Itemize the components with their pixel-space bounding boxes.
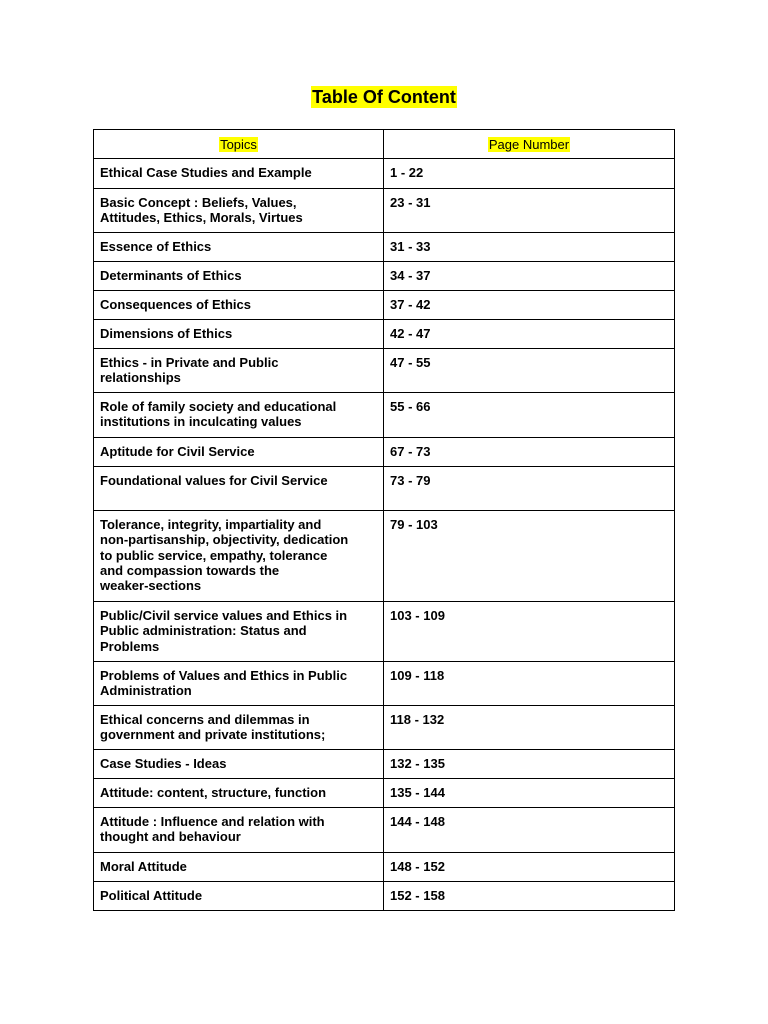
- toc-page-range: 148 - 152: [384, 853, 675, 882]
- toc-page-range: 132 - 135: [384, 750, 675, 779]
- toc-row: [94, 511, 675, 602]
- topics-header: Topics: [220, 136, 257, 152]
- toc-page-range: 42 - 47: [384, 320, 675, 349]
- toc-row: [94, 262, 675, 291]
- toc-row: [94, 393, 675, 438]
- toc-topic: Attitude : Influence and relation with thought and behaviour: [94, 808, 384, 853]
- toc-page-range: 31 - 33: [384, 233, 675, 262]
- toc-topic: Problems of Values and Ethics in Public Administration: [94, 662, 384, 706]
- toc-page-range: 1 - 22: [384, 159, 675, 189]
- topics-header-cell: [94, 130, 384, 159]
- toc-page-range: 79 - 103: [384, 511, 675, 602]
- toc-row: [94, 706, 675, 750]
- toc-row: [94, 349, 675, 393]
- toc-topic: Ethical Case Studies and Example: [94, 159, 384, 189]
- toc-page-range: 23 - 31: [384, 189, 675, 233]
- toc-row: [94, 853, 675, 882]
- page-title: Table Of Content: [312, 87, 456, 107]
- toc-page-range: 152 - 158: [384, 882, 675, 911]
- toc-page-range: 34 - 37: [384, 262, 675, 291]
- toc-topic: Tolerance, integrity, impartiality and non-partisanship, objectivity, dedication to public service, empathy, tolerance and compassion towards the weaker-sections: [94, 511, 384, 602]
- toc-body: [94, 159, 675, 911]
- toc-topic: Aptitude for Civil Service: [94, 438, 384, 467]
- table-of-contents: [93, 129, 675, 911]
- toc-row: [94, 438, 675, 467]
- toc-topic: Foundational values for Civil Service: [94, 467, 384, 511]
- toc-row: [94, 602, 675, 662]
- toc-page-range: 144 - 148: [384, 808, 675, 853]
- toc-header-row: [94, 130, 675, 159]
- toc-row: [94, 159, 675, 189]
- toc-page-range: 73 - 79: [384, 467, 675, 511]
- toc-row: [94, 750, 675, 779]
- toc-topic: Ethics - in Private and Public relationships: [94, 349, 384, 393]
- toc-topic: Attitude: content, structure, function: [94, 779, 384, 808]
- toc-page-range: 118 - 132: [384, 706, 675, 750]
- toc-page-range: 55 - 66: [384, 393, 675, 438]
- toc-topic: Political Attitude: [94, 882, 384, 911]
- toc-page-range: 37 - 42: [384, 291, 675, 320]
- toc-topic: Case Studies - Ideas: [94, 750, 384, 779]
- toc-topic: Moral Attitude: [94, 853, 384, 882]
- toc-topic: Public/Civil service values and Ethics in Public administration: Status and Problems: [94, 602, 384, 662]
- toc-row: [94, 320, 675, 349]
- page-number-header-cell: [384, 130, 675, 159]
- toc-row: [94, 233, 675, 262]
- toc-row: [94, 808, 675, 853]
- toc-row: [94, 189, 675, 233]
- toc-page-range: 67 - 73: [384, 438, 675, 467]
- toc-topic: Ethical concerns and dilemmas in government and private institutions;: [94, 706, 384, 750]
- toc-topic: Consequences of Ethics: [94, 291, 384, 320]
- toc-row: [94, 882, 675, 911]
- toc-row: [94, 779, 675, 808]
- page-number-header: Page Number: [488, 136, 570, 152]
- toc-topic: Basic Concept : Beliefs, Values, Attitudes, Ethics, Morals, Virtues: [94, 189, 384, 233]
- toc-topic: Determinants of Ethics: [94, 262, 384, 291]
- toc-row: [94, 467, 675, 511]
- toc-page-range: 109 - 118: [384, 662, 675, 706]
- toc-page-range: 103 - 109: [384, 602, 675, 662]
- title-container: [0, 86, 768, 108]
- toc-page-range: 47 - 55: [384, 349, 675, 393]
- toc-row: [94, 662, 675, 706]
- toc-topic: Role of family society and educational institutions in inculcating values: [94, 393, 384, 438]
- toc-topic: Dimensions of Ethics: [94, 320, 384, 349]
- toc-page-range: 135 - 144: [384, 779, 675, 808]
- toc-topic: Essence of Ethics: [94, 233, 384, 262]
- toc-row: [94, 291, 675, 320]
